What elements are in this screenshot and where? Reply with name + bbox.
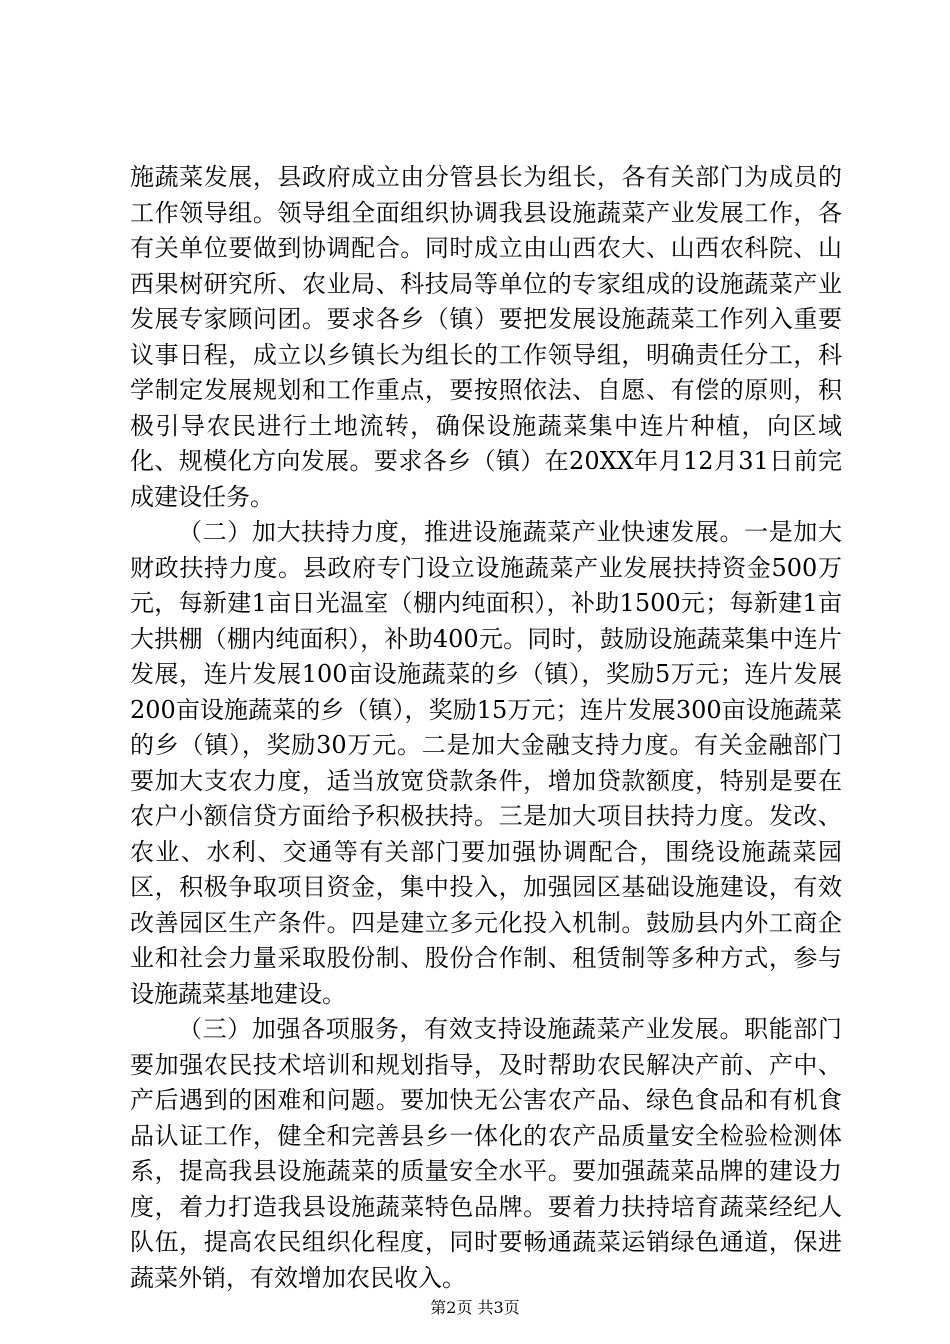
paragraph-financial-support: （二）加大扶持力度，推进设施蔬菜产业快速发展。一是加大财政扶持力度。县政府专门设立设施蔬菜产业发展扶持资金500万元，每新建1亩日光温室（棚内纯面积），补助1500元；每新建1亩大拱棚（棚内纯面积），补助400元。同时，鼓励设施蔬菜集中连片发展，连片发展100亩设施蔬菜的乡（镇），奖励5万元；连片发展200亩设施蔬菜的乡（镇），奖励15万元；连片发展300亩设施蔬菜的乡（镇），奖励30万元。二是加大金融支持力度。有关金融部门要加大支农力度，适当放宽贷款条件，增加贷款额度，特别是要在农户小额信贷方面给予积极扶持。三是加大项目扶持力度。发改、农业、水利、交通等有关部门要加强协调配合，围绕设施蔬菜园区，积极争取项目资金，集中投入，加强园区基础设施建设，有效改善园区生产条件。四是建立多元化投入机制。鼓励县内外工商企业和社会力量采取股份制、股份合作制、租赁制等多种方式，参与设施蔬菜基地建设。 [130, 518, 842, 1008]
paragraph-services: （三）加强各项服务，有效支持设施蔬菜产业发展。职能部门要加强农民技术培训和规划指导，及时帮助农民解决产前、产中、产后遇到的困难和问题。要加快无公害农产品、绿色食品和有机食品认证工作，健全和完善县乡一体化的农产品质量安全检验检测体系，提高我县设施蔬菜的质量安全水平。要加强蔬菜品牌的建设力度，着力打造我县设施蔬菜特色品牌。要着力扶持培育蔬菜经纪人队伍，提高农民组织化程度，同时要畅通蔬菜运销绿色通道，保进蔬菜外销，有效增加农民收入。 [130, 1015, 842, 1292]
paragraph-continuation: 施蔬菜发展，县政府成立由分管县长为组长，各有关部门为成员的工作领导组。领导组全面组织协调我县设施蔬菜产业发展工作，各有关单位要做到协调配合。同时成立由山西农大、山西农科院、山西果树研究所、农业局、科技局等单位的专家组成的设施蔬菜产业发展专家顾问团。要求各乡（镇）要把发展设施蔬菜工作列入重要议事日程，成立以乡镇长为组长的工作领导组，明确责任分工，科学制定发展规划和工作重点，要按照依法、自愿、有偿的原则，积极引导农民进行土地流转，确保设施蔬菜集中连片种植，向区域化、规模化方向发展。要求各乡（镇）在20XX年月12月31日前完成建设任务。 [130, 163, 842, 511]
document-body [130, 160, 842, 1296]
page-footer: 第2页 共3页 [430, 1298, 520, 1317]
